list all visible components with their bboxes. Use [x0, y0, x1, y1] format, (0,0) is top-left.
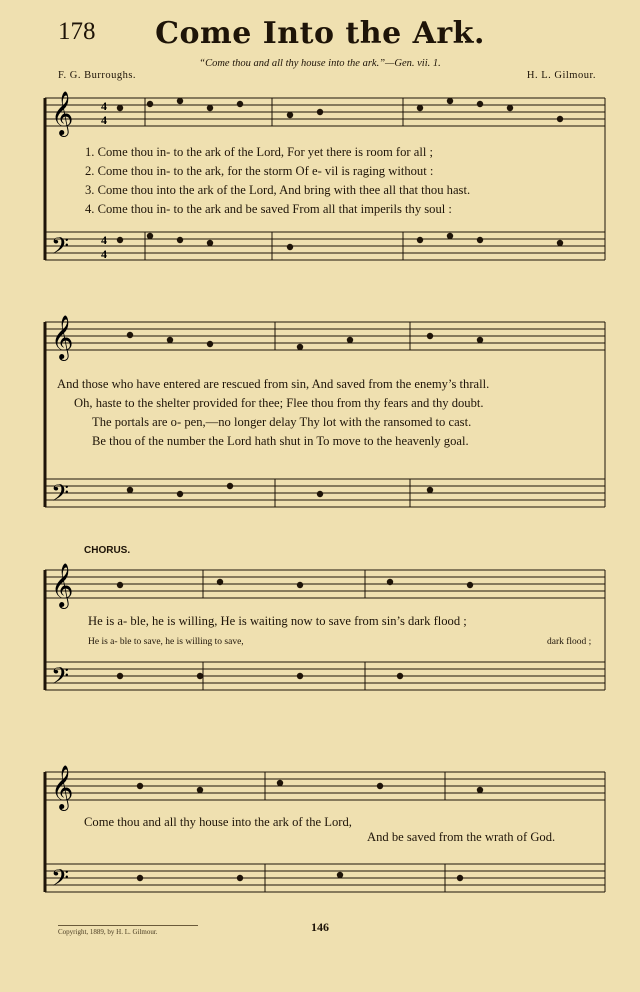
- hymn-number: 178: [58, 18, 96, 45]
- svg-text:𝄢: 𝄢: [51, 864, 70, 897]
- chorus-line-1-lower: He is a- ble to save, he is willing to save,: [88, 637, 244, 647]
- verse-4-line-1: 4. Come thou in- to the ark and be saved From all that imperils thy soul :: [85, 202, 452, 216]
- composer-credit: H. L. Gilmour.: [526, 70, 596, 81]
- verse-2-line-1: 2. Come thou in- to the ark, for the storm Of e- vil is raging without :: [85, 164, 434, 178]
- verse-2-line-2: Oh, haste to the shelter provided for thee; Flee thou from thy fears and thy doubt.: [74, 396, 484, 410]
- svg-text:𝄢: 𝄢: [51, 662, 70, 695]
- treble-staff: [45, 98, 605, 126]
- scripture-epigraph: “Come thou and all thy house into the ark.”—Gen. vii. 1.: [199, 58, 441, 69]
- verse-3-line-2: The portals are o- pen,—no longer delay Thy lot with the ransomed to cast.: [92, 415, 472, 429]
- verse-1-line-2: And those who have entered are rescued from sin, And saved from the enemy’s thrall.: [57, 377, 490, 391]
- verse-3-line-1: 3. Come thou into the ark of the Lord, And bring with thee all that thou hast.: [85, 183, 471, 197]
- svg-text:4: 4: [101, 247, 107, 261]
- system-3: [45, 563, 605, 695]
- chorus-label: CHORUS.: [84, 545, 131, 556]
- chorus-line-1-lower-end: dark flood ;: [547, 637, 592, 647]
- svg-text:𝄞: 𝄞: [51, 315, 74, 359]
- chorus-line-1-upper: He is a- ble, he is willing, He is waiting now to save from sin’s dark flood ;: [88, 614, 467, 628]
- lyricist-credit: F. G. Burroughs.: [58, 70, 137, 81]
- verse-4-line-2: Be thou of the number the Lord hath shut in To move to the heavenly goal.: [92, 434, 469, 448]
- page-number: 146: [311, 920, 329, 934]
- svg-text:𝄞: 𝄞: [51, 563, 74, 607]
- bass-staff: [45, 232, 605, 260]
- svg-text:𝄢: 𝄢: [51, 232, 70, 265]
- chorus-line-2-end: And be saved from the wrath of God.: [367, 830, 556, 844]
- hymn-title: Come Into the Ark.: [155, 16, 485, 51]
- system-2: [45, 315, 605, 512]
- svg-text:𝄢: 𝄢: [51, 479, 70, 512]
- svg-text:𝄞: 𝄞: [51, 765, 74, 809]
- chorus-line-2: Come thou and all thy house into the ark of the Lord,: [84, 815, 352, 829]
- copyright-notice: Copyright, 1889, by H. L. Gilmour.: [58, 928, 158, 936]
- svg-text:4: 4: [101, 113, 107, 127]
- svg-text:4: 4: [101, 99, 107, 113]
- verse-1-line-1: 1. Come thou in- to the ark of the Lord, For yet there is room for all ;: [85, 145, 434, 159]
- svg-text:𝄞: 𝄞: [51, 91, 74, 135]
- svg-text:4: 4: [101, 233, 107, 247]
